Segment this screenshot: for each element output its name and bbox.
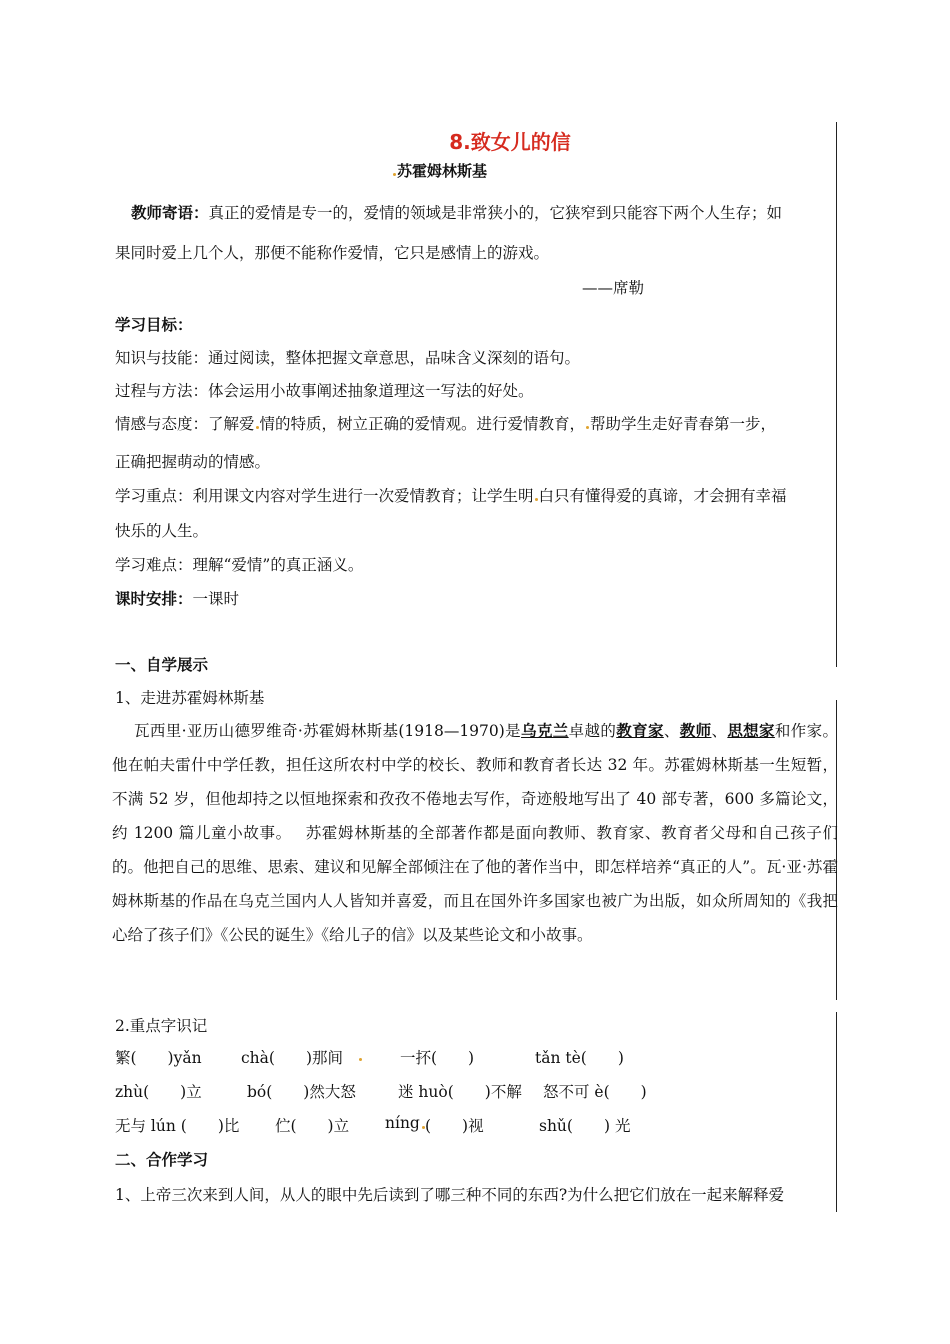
goal-emotion-part-b: 情的特质，树立正确的爱情观。进行爱情教育， xyxy=(259,415,586,433)
goal-emotion-line-1 xyxy=(115,412,776,434)
section2-heading: 二、合作学习 xyxy=(115,1151,209,1169)
motto-line-1: 真正的爱情是专一的，爱情的领域是非常狭小的，它狭窄到只能容下两个人生存；如 xyxy=(208,204,783,222)
bio-text-a: 瓦西里·亚历山德罗维奇·苏霍姆林斯基(1918—1970)是 xyxy=(134,722,522,740)
dot-mark xyxy=(535,498,538,501)
teacher-motto xyxy=(115,193,840,273)
pinyin-item: shǔ( ) 光 xyxy=(539,1117,631,1135)
motto-label: 教师寄语： xyxy=(131,204,209,222)
goal-key-part-a: 学习重点：利用课文内容对学生进行一次爱情教育；让学生明 xyxy=(115,487,534,505)
section1-item2: 2.重点字识记 xyxy=(115,1017,208,1035)
pinyin-item: 一抔( ) xyxy=(400,1049,475,1067)
pinyin-item: tǎn tè( ) xyxy=(535,1049,624,1067)
link-teacher[interactable]: 教师 xyxy=(679,722,712,740)
goals-heading: 学习目标： xyxy=(115,316,193,334)
pinyin-item: chà( )那间 xyxy=(241,1049,343,1067)
goal-process: 过程与方法：体会运用小故事阐述抽象道理这一写法的好处。 xyxy=(115,382,534,400)
motto-attribution: ——席勒 xyxy=(582,279,645,297)
pinyin-item: ( )视 xyxy=(425,1117,484,1135)
link-ukraine[interactable]: 乌克兰 xyxy=(521,722,569,740)
goal-knowledge: 知识与技能：通过阅读，整体把握文章意思，品味含义深刻的语句。 xyxy=(115,349,581,367)
author-name: 苏霍姆林斯基 xyxy=(397,162,488,180)
author-line xyxy=(392,160,487,181)
pinyin-item: níng xyxy=(385,1114,420,1132)
bio-text-d: 、 xyxy=(711,722,728,740)
dot-mark xyxy=(586,426,589,429)
page-title: 8.致女儿的信 xyxy=(449,130,571,154)
goal-emotion-part-a: 情感与态度：了解爱 xyxy=(115,415,255,433)
pinyin-item: 繁( )yǎn xyxy=(115,1049,202,1067)
goal-key-line-1 xyxy=(115,484,787,506)
margin-line-bottom xyxy=(836,1012,837,1212)
schedule-label: 课时安排： xyxy=(115,590,193,608)
section2-question-1: 1、上帝三次来到人间，从人的眼中先后读到了哪三种不同的东西?为什么把它们放在一起来解释爱 xyxy=(115,1186,785,1204)
pinyin-item: 迷 huò( )不解 xyxy=(398,1083,522,1101)
goal-key-line-2: 快乐的人生。 xyxy=(115,522,209,540)
goal-emotion-line-2: 正确把握萌动的情感。 xyxy=(115,453,271,471)
schedule-value: 一课时 xyxy=(192,590,240,608)
dot-mark xyxy=(393,173,396,176)
motto-line-2: 果同时爱上几个人，那便不能称作爱情，它只是感情上的游戏。 xyxy=(115,244,550,262)
dot-mark xyxy=(359,1058,362,1061)
bio-text-e: 和作家。他在帕夫雷什中学任教，担任这所农村中学的校长、教师和教育者长达 32 年。苏霍姆林斯基一生短暂，不满 52 岁，但他却持之以恒地探索和孜孜不倦地去写作，奇迹般地写出了 40 部专著，600 多篇论文，约 1200 篇儿童小故事。 苏霍姆林斯基的全部著作都是面向教师、教育家、教育者父母和自己孩子们的。他把自己的思维、思索、建议和见解全部倾注在了他的著作当中，即怎样培养“真正的人”。瓦·亚·苏霍姆林斯基的作品在乌克兰国内人人皆知并喜爱，而且在国外许多国家也被广为出版，如众所周知的《我把心给了孩子们》《公民的诞生》《给儿子的信》以及某些论文和小故事。 xyxy=(112,722,838,944)
dot-mark xyxy=(256,426,259,429)
pinyin-item: bó( )然大怒 xyxy=(247,1083,356,1101)
goal-key-part-b: 白只有懂得爱的真谛，才会拥有幸福 xyxy=(538,487,787,505)
bio-text-c: 、 xyxy=(663,722,680,740)
link-educator[interactable]: 教育家 xyxy=(616,722,664,740)
pinyin-item: 怒不可 è( ) xyxy=(543,1083,647,1101)
bio-text-b: 卓越的 xyxy=(568,722,617,740)
goal-difficulty: 学习难点：理解“爱情”的真正涵义。 xyxy=(115,556,364,574)
pinyin-item: 伫( )立 xyxy=(275,1117,350,1135)
schedule-line xyxy=(115,587,239,609)
link-thinker[interactable]: 思想家 xyxy=(727,722,775,740)
section1-item1: 1、走进苏霍姆林斯基 xyxy=(115,689,265,707)
pinyin-item: 无与 lún ( )比 xyxy=(115,1117,240,1135)
pinyin-item: zhù( )立 xyxy=(115,1083,202,1101)
bio-paragraph xyxy=(112,714,838,952)
section1-heading: 一、自学展示 xyxy=(115,656,209,674)
goal-emotion-part-c: 帮助学生走好青春第一步， xyxy=(590,415,777,433)
